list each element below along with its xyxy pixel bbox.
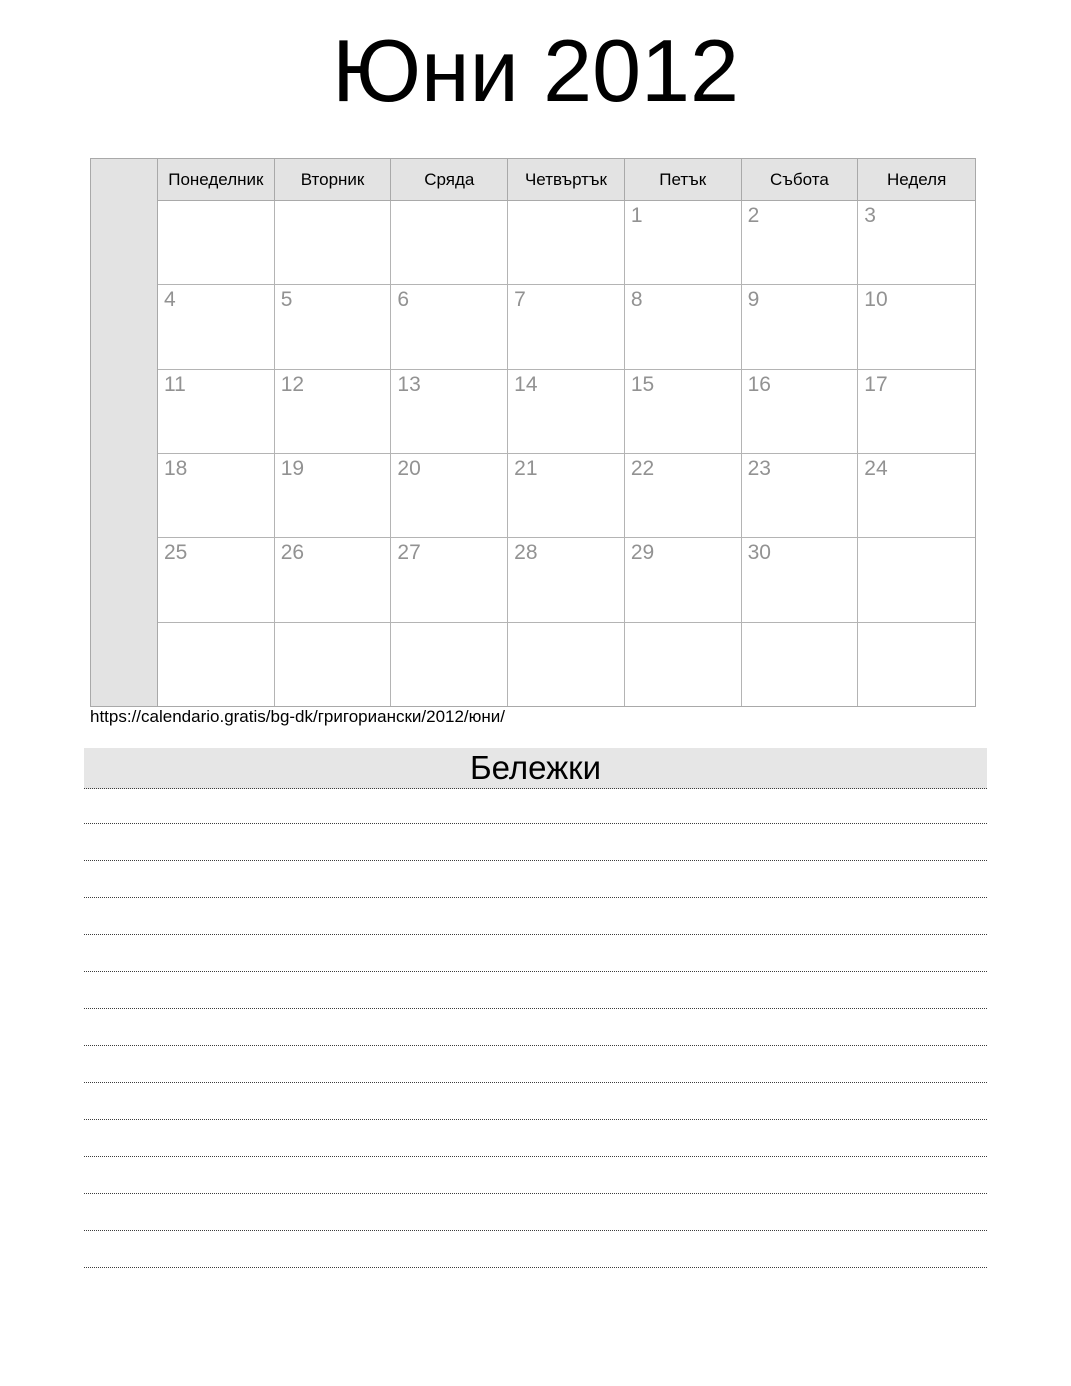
day-number: 27 — [397, 541, 421, 565]
note-line — [84, 789, 987, 824]
note-line — [84, 1231, 987, 1268]
calendar-body — [158, 201, 975, 706]
note-line — [84, 972, 987, 1009]
day-cell-16 — [742, 370, 859, 453]
day-number: 1 — [630, 204, 643, 227]
note-line — [84, 1120, 987, 1157]
day-number: 22 — [630, 456, 655, 480]
week-row-1 — [158, 201, 975, 285]
day-number: 8 — [630, 288, 643, 312]
day-cell-20 — [391, 454, 508, 537]
page-title: Юни 2012 — [332, 21, 739, 120]
day-number: 26 — [280, 541, 305, 565]
day-cell-empty — [858, 538, 975, 621]
note-line — [84, 1194, 987, 1231]
day-number: 3 — [864, 204, 876, 227]
notes-section — [84, 748, 987, 1268]
day-cell-4 — [158, 285, 275, 368]
day-cell-19 — [275, 454, 392, 537]
day-number: 6 — [397, 288, 410, 312]
day-cell-18 — [158, 454, 275, 537]
note-line — [84, 1009, 987, 1046]
day-cell-9 — [742, 285, 859, 368]
day-cell-17 — [858, 370, 975, 453]
day-number: 23 — [747, 456, 771, 480]
day-cell-11 — [158, 370, 275, 453]
day-number: 28 — [514, 541, 538, 565]
week-row-3 — [158, 370, 975, 454]
day-number: 29 — [630, 541, 655, 565]
day-cell-empty — [625, 623, 742, 706]
day-cell-26 — [275, 538, 392, 621]
week-number-column — [91, 159, 158, 706]
day-cell-30 — [742, 538, 859, 621]
source-url[interactable]: https://calendario.gratis/bg-dk/григориански/2012/юни/ — [90, 707, 506, 726]
day-cell-8 — [625, 285, 742, 368]
day-cell-7 — [508, 285, 625, 368]
day-cell-21 — [508, 454, 625, 537]
day-number: 30 — [747, 541, 771, 565]
weekday-header-4: Четвъртък — [508, 159, 625, 200]
weekday-header-3: Сряда — [391, 159, 508, 200]
day-number: 2 — [747, 204, 760, 227]
note-line — [84, 898, 987, 935]
day-cell-1 — [625, 201, 742, 284]
day-cell-empty — [391, 201, 508, 284]
note-line — [84, 935, 987, 972]
day-cell-empty — [275, 623, 392, 706]
day-cell-3 — [858, 201, 975, 284]
day-number: 21 — [514, 456, 538, 480]
day-number: 14 — [514, 372, 538, 396]
day-number: 20 — [397, 456, 421, 480]
day-number: 18 — [164, 456, 188, 480]
day-number: 16 — [747, 372, 771, 396]
note-line — [84, 1083, 987, 1120]
day-cell-empty — [858, 623, 975, 706]
day-number: 15 — [630, 372, 655, 396]
day-cell-2 — [742, 201, 859, 284]
day-cell-empty — [275, 201, 392, 284]
weekday-header-5: Петък — [625, 159, 742, 200]
day-number: 19 — [280, 456, 305, 480]
weekday-header-row — [158, 159, 975, 201]
day-number: 11 — [164, 372, 186, 396]
day-number: 17 — [864, 372, 888, 396]
day-number: 4 — [164, 288, 176, 312]
day-number: 9 — [747, 288, 760, 312]
day-cell-13 — [391, 370, 508, 453]
week-row-2 — [158, 285, 975, 369]
day-number: 7 — [514, 288, 526, 312]
day-cell-5 — [275, 285, 392, 368]
notes-ruled-area — [84, 789, 987, 1268]
day-cell-23 — [742, 454, 859, 537]
day-cell-6 — [391, 285, 508, 368]
day-cell-10 — [858, 285, 975, 368]
day-cell-empty — [508, 623, 625, 706]
day-cell-empty — [391, 623, 508, 706]
day-cell-empty — [742, 623, 859, 706]
weekday-header-6: Събота — [742, 159, 859, 200]
day-cell-empty — [508, 201, 625, 284]
day-cell-empty — [158, 201, 275, 284]
calendar-table — [90, 158, 976, 707]
day-number: 13 — [397, 372, 421, 396]
note-line — [84, 1046, 987, 1083]
weekday-header-2: Вторник — [275, 159, 392, 200]
week-row-6 — [158, 623, 975, 706]
note-line — [84, 824, 987, 861]
day-cell-12 — [275, 370, 392, 453]
calendar-grid — [158, 159, 975, 706]
day-cell-15 — [625, 370, 742, 453]
day-cell-29 — [625, 538, 742, 621]
day-cell-28 — [508, 538, 625, 621]
day-cell-27 — [391, 538, 508, 621]
notes-title: Бележки — [84, 748, 987, 789]
note-line — [84, 861, 987, 898]
day-cell-empty — [158, 623, 275, 706]
week-row-5 — [158, 538, 975, 622]
day-number: 24 — [864, 456, 888, 480]
day-cell-24 — [858, 454, 975, 537]
note-line — [84, 1157, 987, 1194]
day-cell-22 — [625, 454, 742, 537]
weekday-header-1: Понеделник — [158, 159, 275, 200]
week-row-4 — [158, 454, 975, 538]
day-number: 10 — [864, 288, 888, 312]
weekday-header-7: Неделя — [886, 169, 947, 189]
day-cell-25 — [158, 538, 275, 621]
day-number: 5 — [280, 288, 293, 312]
day-number: 25 — [164, 541, 188, 565]
day-cell-14 — [508, 370, 625, 453]
day-number: 12 — [280, 372, 305, 396]
